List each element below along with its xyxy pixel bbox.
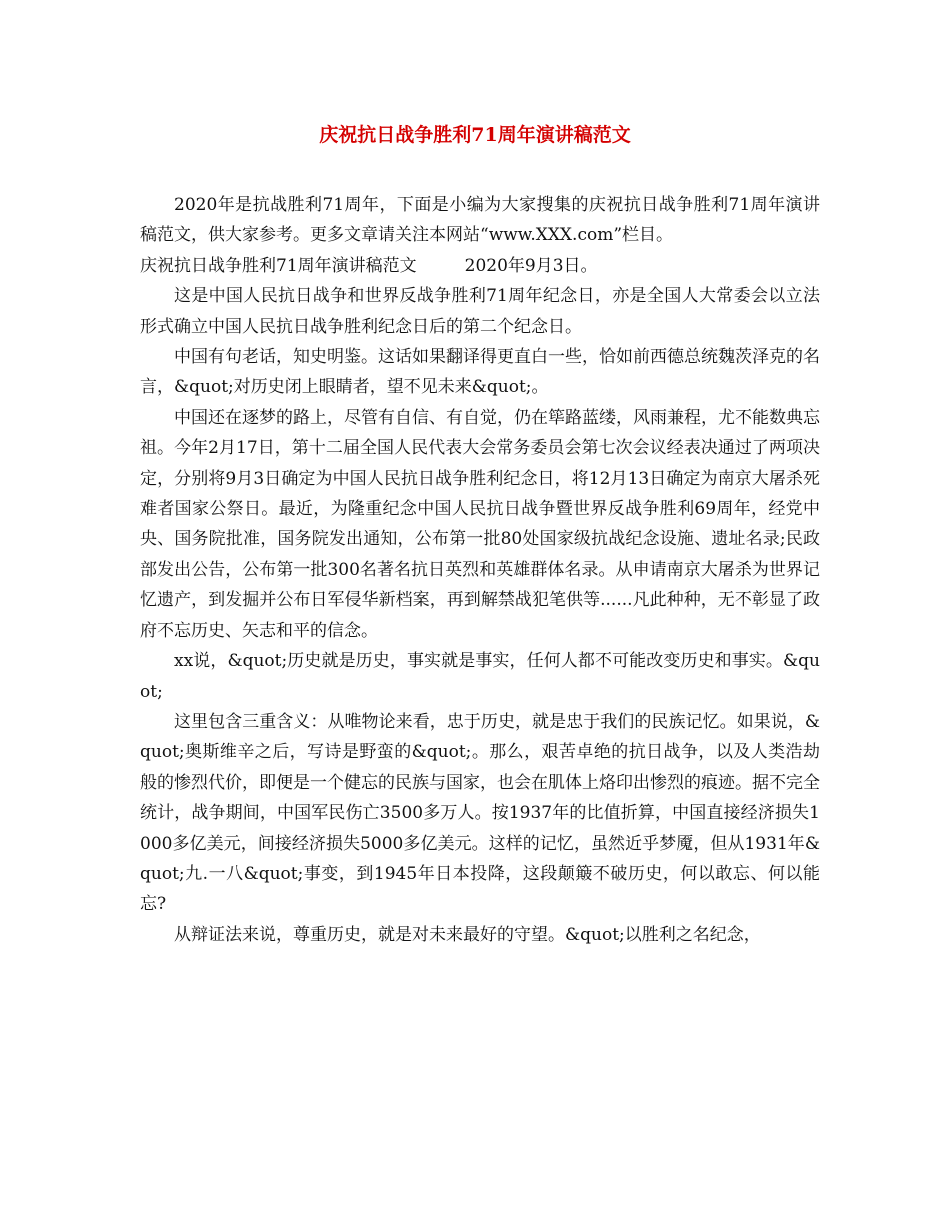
subtitle-line	[140, 251, 820, 281]
paragraph-proverb: 中国有句老话，知史明鉴。这话如果翻译得更直白一些，恰如前西德总统魏茨泽克的名言，&quot;对历史闭上眼睛者，望不见未来&quot;。	[140, 347, 820, 398]
subtitle-line-date: 2020年9月3日。	[464, 255, 598, 276]
paragraph-dream: 中国还在逐梦的路上，尽管有自信、有自觉，仍在筚路蓝缕，风雨兼程，尤不能数典忘祖。今年2月17日，第十二届全国人民代表大会常务委员会第七次会议经表决通过了两项决定，分别将9月3日确定为中国人民抗日战争胜利纪念日，将12月13日确定为南京大屠杀死难者国家公祭日。最近，为隆重纪念中国人民抗日战争暨世界反战争胜利69周年，经党中央、国务院批准，国务院发出通知，公布第一批80处国家级抗战纪念设施、遗址名录;民政部发出公告，公布第一批300名著名抗日英烈和英雄群体名录。从申请南京大屠杀为世界记忆遗产，到发掘并公布日军侵华新档案，再到解禁战犯笔供等......凡此种种，无不彰显了政府不忘历史、矢志和平的信念。	[140, 407, 820, 641]
document-title: 庆祝抗日战争胜利71周年演讲稿范文	[319, 124, 631, 146]
document-body	[140, 190, 820, 950]
paragraph-anniversary: 这是中国人民抗日战争和世界反战争胜利71周年纪念日，亦是全国人大常委会以立法形式确立中国人民抗日战争胜利纪念日后的第二个纪念日。	[140, 286, 820, 337]
paragraph-three-meanings: 这里包含三重含义：从唯物论来看，忠于历史，就是忠于我们的民族记忆。如果说，&quot;奥斯维辛之后，写诗是野蛮的&quot;。那么，艰苦卓绝的抗日战争，以及人类浩劫般的惨烈代价，即便是一个健忘的民族与国家，也会在肌体上烙印出惨烈的痕迹。据不完全统计，战争期间，中国军民伤亡3500多万人。按1937年的比值折算，中国直接经济损失1000多亿美元，间接经济损失5000多亿美元。这样的记忆，虽然近乎梦魇，但从1931年&quot;九.一八&quot;事变，到1945年日本投降，这段颠簸不破历史，何以敢忘、何以能忘?	[140, 711, 820, 915]
paragraph-quote: xx说，&quot;历史就是历史，事实就是事实，任何人都不可能改变历史和事实。&quot;	[140, 651, 820, 702]
paragraph-intro: 2020年是抗战胜利71周年，下面是小编为大家搜集的庆祝抗日战争胜利71周年演讲稿范文，供大家参考。更多文章请关注本网站“www.XXX.com”栏目。	[140, 195, 820, 246]
paragraph-dialectics: 从辩证法来说，尊重历史，就是对未来最好的守望。&quot;以胜利之名纪念，	[174, 924, 761, 945]
subtitle-line-title: 庆祝抗日战争胜利71周年演讲稿范文	[140, 255, 417, 276]
